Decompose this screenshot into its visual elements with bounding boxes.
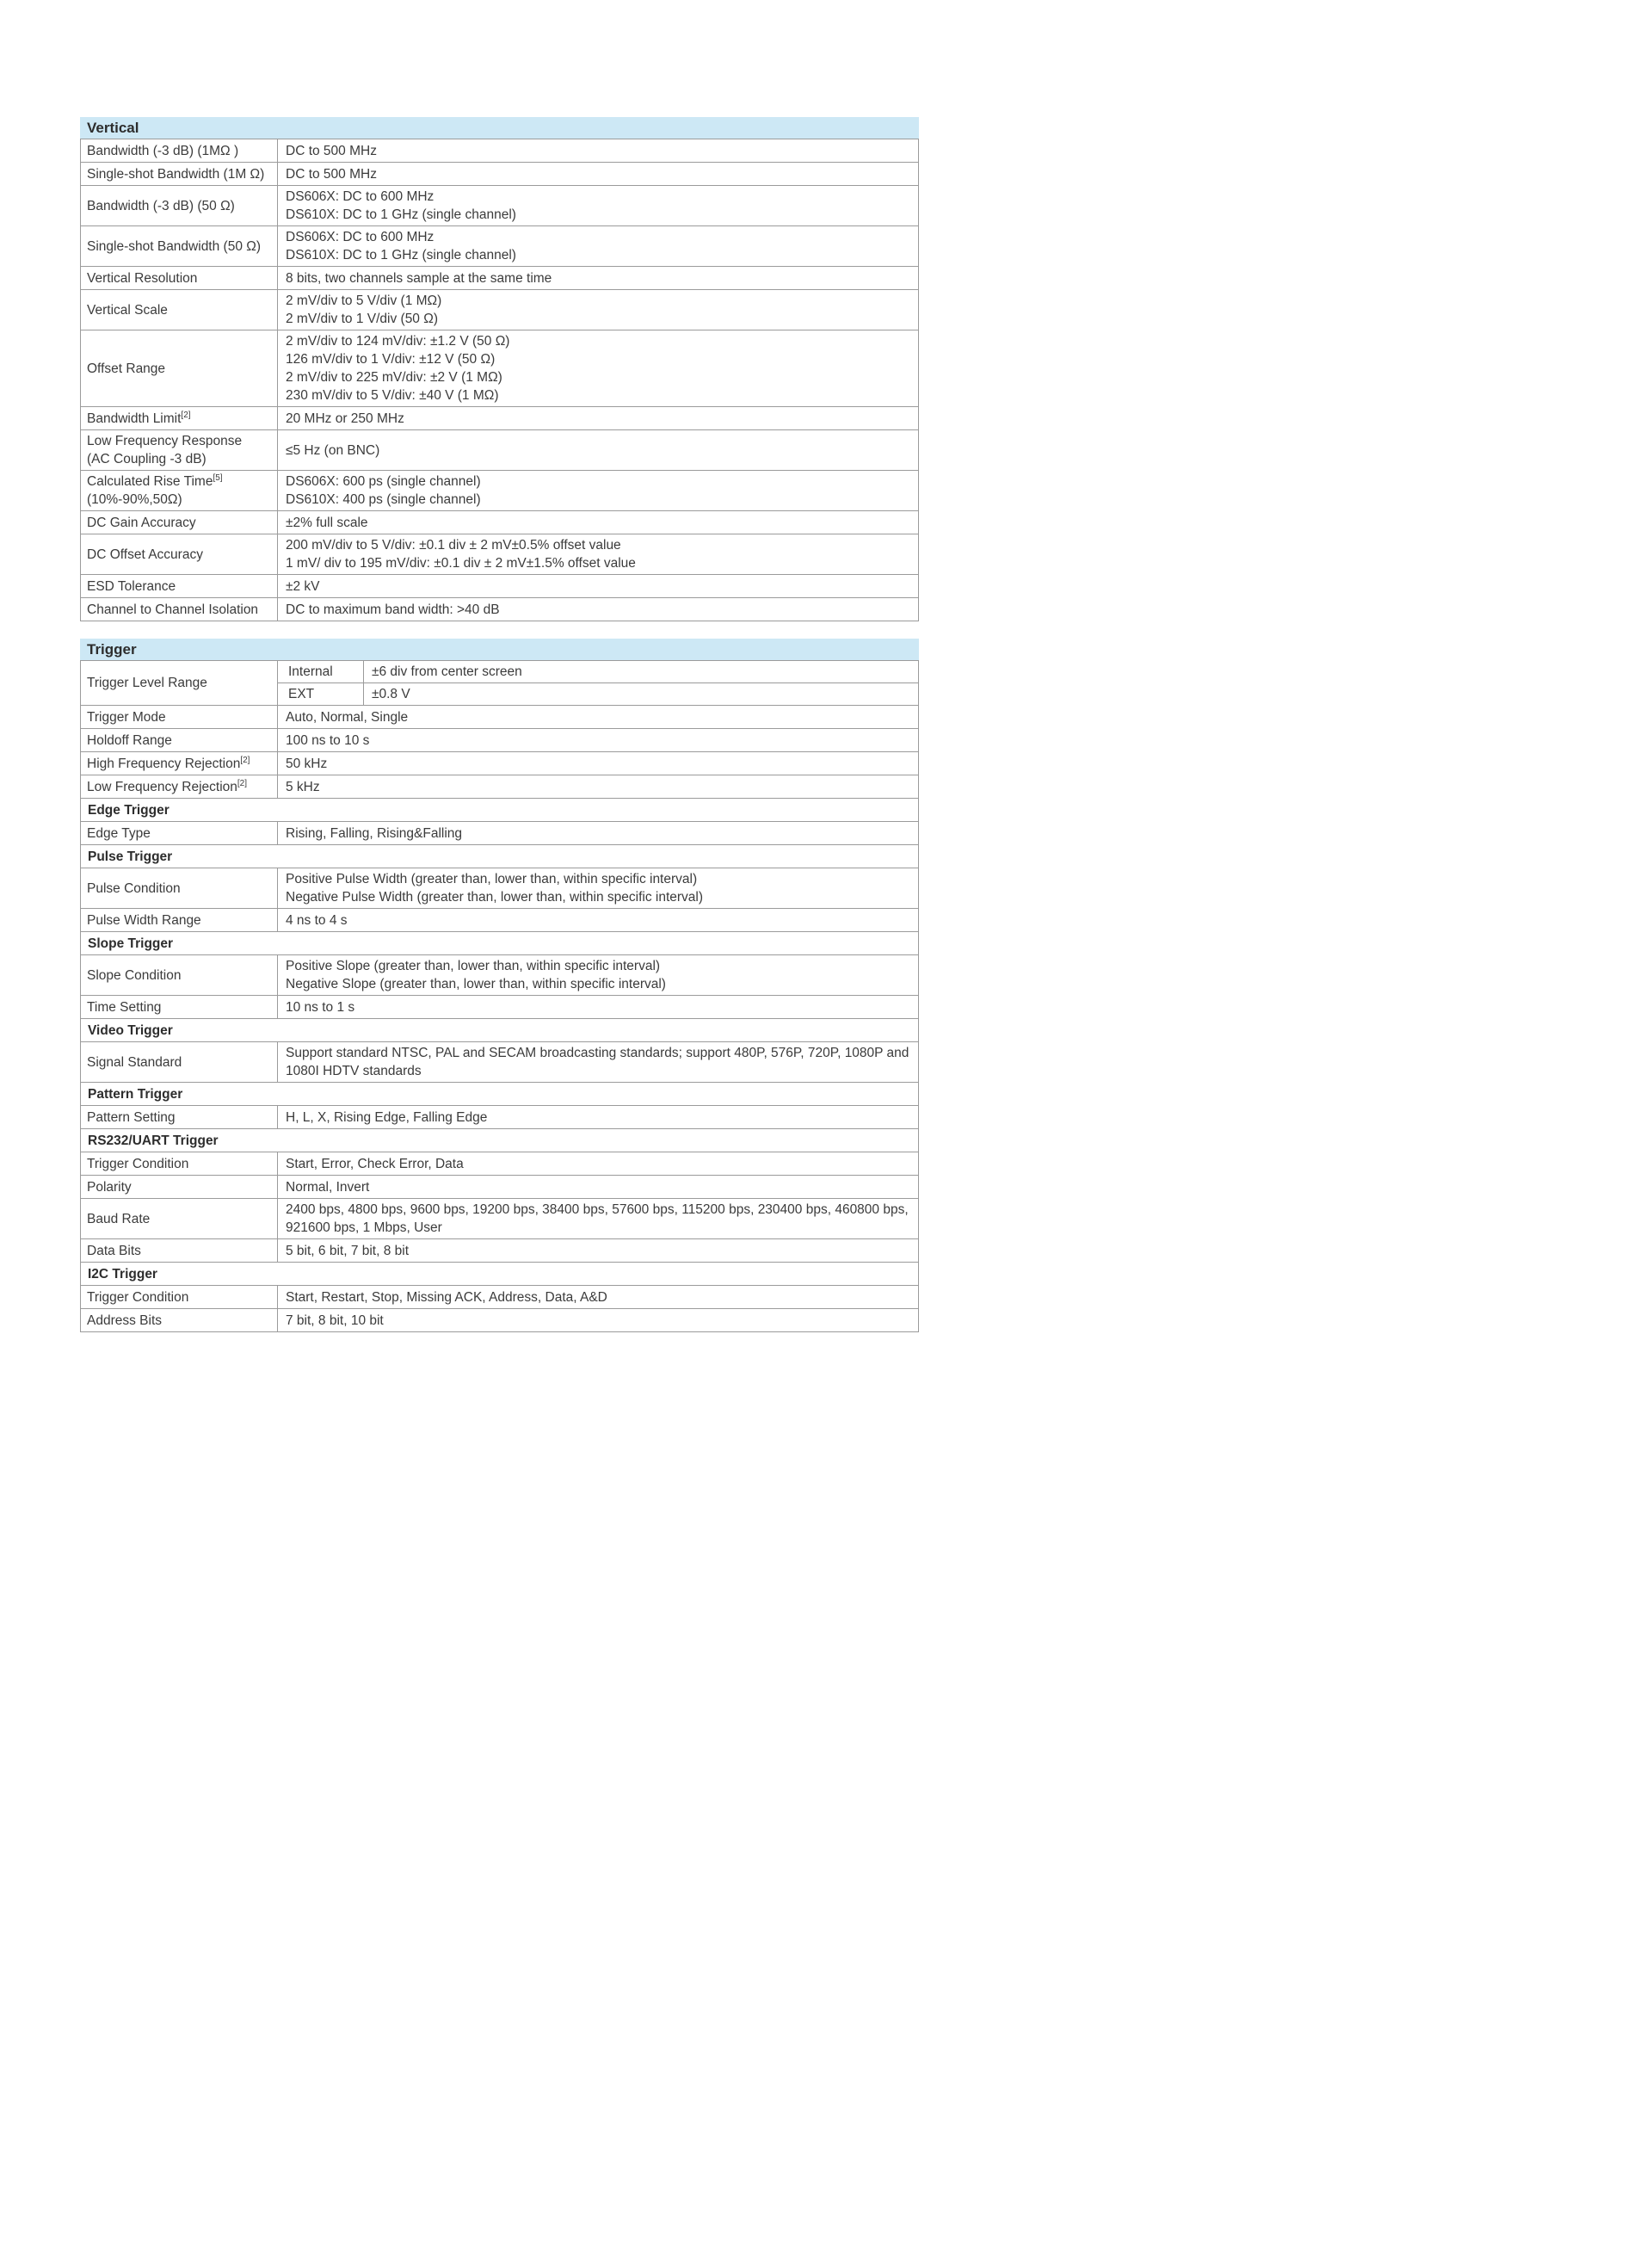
footnote-ref: [2] bbox=[181, 410, 191, 420]
spec-label-line bbox=[87, 491, 272, 509]
subheader-label bbox=[81, 932, 918, 954]
spec-label-line bbox=[87, 1109, 272, 1127]
spec-label-line bbox=[87, 755, 272, 773]
spec-value bbox=[278, 1309, 918, 1331]
spec-label-text: Offset Range bbox=[87, 361, 166, 376]
spec-value-line: DS606X: DC to 600 MHz bbox=[286, 230, 435, 244]
subheader-text: Pulse Trigger bbox=[88, 849, 173, 864]
spec-value-line: Rising, Falling, Rising&Falling bbox=[286, 825, 463, 841]
spec-value bbox=[278, 822, 918, 844]
subheader-row bbox=[81, 799, 918, 822]
spec-label-line bbox=[87, 1242, 272, 1260]
spec-label-line bbox=[87, 577, 272, 596]
spec-label bbox=[81, 330, 278, 406]
spec-label-text: Low Frequency Response bbox=[87, 434, 243, 448]
spec-label bbox=[81, 775, 278, 798]
spec-value-line: DC to 500 MHz bbox=[286, 143, 377, 158]
spec-value-line: Auto, Normal, Single bbox=[286, 709, 409, 725]
spec-value bbox=[278, 407, 918, 429]
section-rows bbox=[80, 139, 919, 621]
spec-label-line bbox=[87, 825, 272, 843]
spec-label-line bbox=[87, 732, 272, 750]
spec-label-text: ESD Tolerance bbox=[87, 578, 176, 594]
spec-label-text: (AC Coupling -3 dB) bbox=[87, 452, 206, 466]
spec-value bbox=[278, 996, 918, 1018]
spec-value bbox=[278, 1199, 918, 1238]
section-title: Trigger bbox=[80, 639, 919, 660]
subrow bbox=[278, 682, 918, 705]
spec-label-text: Trigger Level Range bbox=[87, 676, 207, 690]
spec-label-text: Pulse Width Range bbox=[87, 912, 201, 928]
spec-label-text: (10%-90%,50Ω) bbox=[87, 492, 182, 507]
spec-row bbox=[81, 1042, 918, 1083]
spec-value-line: Start, Restart, Stop, Missing ACK, Address, Data, A&D bbox=[286, 1289, 607, 1305]
spec-label-line bbox=[87, 1053, 272, 1072]
spec-value-line: DS610X: DC to 1 GHz (single channel) bbox=[286, 207, 516, 222]
spec-label bbox=[81, 752, 278, 775]
spec-label-text: Slope Condition bbox=[87, 967, 182, 983]
spec-value bbox=[278, 330, 918, 406]
subheader-row bbox=[81, 1263, 918, 1286]
spec-label-text: Single-shot Bandwidth (1M Ω) bbox=[87, 166, 265, 182]
subheader-row bbox=[81, 1083, 918, 1106]
spec-value bbox=[278, 186, 918, 225]
spec-row bbox=[81, 1152, 918, 1176]
spec-value-line: 5 bit, 6 bit, 7 bit, 8 bit bbox=[286, 1243, 410, 1258]
section-rows bbox=[80, 660, 919, 1332]
spec-value bbox=[278, 226, 918, 266]
spec-label-text: High Frequency Rejection bbox=[87, 756, 241, 771]
spec-label-text: Baud Rate bbox=[87, 1211, 151, 1226]
subheader-label bbox=[81, 1263, 918, 1285]
spec-value bbox=[278, 471, 918, 510]
spec-value-line: 230 mV/div to 5 V/div: ±40 V (1 MΩ) bbox=[286, 388, 499, 403]
spec-value-line: 20 MHz or 250 MHz bbox=[286, 411, 404, 426]
spec-row bbox=[81, 267, 918, 290]
spec-label-text: Holdoff Range bbox=[87, 732, 172, 748]
spec-label-line bbox=[87, 708, 272, 726]
spec-label bbox=[81, 729, 278, 751]
spec-row bbox=[81, 955, 918, 996]
spec-label-text: Trigger Condition bbox=[87, 1289, 189, 1305]
spec-label-text: Time Setting bbox=[87, 999, 162, 1015]
spec-label-line bbox=[87, 778, 272, 796]
spec-label bbox=[81, 575, 278, 597]
spec-label bbox=[81, 430, 278, 470]
spec-value-line: DC to 500 MHz bbox=[286, 166, 377, 182]
spec-value-line: 7 bit, 8 bit, 10 bit bbox=[286, 1312, 384, 1328]
spec-label-text: Single-shot Bandwidth (50 Ω) bbox=[87, 238, 261, 254]
spec-label bbox=[81, 996, 278, 1018]
spec-label bbox=[81, 511, 278, 534]
spec-label-text: Trigger Mode bbox=[87, 709, 166, 725]
spec-value-line: 126 mV/div to 1 V/div: ±12 V (50 Ω) bbox=[286, 352, 496, 367]
footnote-ref: [5] bbox=[213, 472, 223, 483]
spec-row bbox=[81, 407, 918, 430]
spec-value bbox=[278, 752, 918, 775]
spec-value bbox=[278, 1239, 918, 1262]
spec-value bbox=[278, 575, 918, 597]
spec-value-line: ±2% full scale bbox=[286, 515, 368, 530]
spec-row bbox=[81, 534, 918, 575]
spec-label bbox=[81, 661, 278, 705]
section-title: Vertical bbox=[80, 117, 919, 139]
spec-value bbox=[278, 267, 918, 289]
spec-value-line: 2 mV/div to 5 V/div (1 MΩ) bbox=[286, 293, 442, 308]
spec-row bbox=[81, 290, 918, 330]
spec-row bbox=[81, 775, 918, 799]
spec-value-line: 2400 bps, 4800 bps, 9600 bps, 19200 bps, 38400 bps, 57600 bps, 115200 bps, 230400 bps, 460800 bps, 921600 bps, 1 Mbps, User bbox=[286, 1202, 909, 1235]
spec-value bbox=[278, 511, 918, 534]
spec-label-text: Vertical Scale bbox=[87, 302, 168, 318]
subheader-text: I2C Trigger bbox=[88, 1266, 157, 1282]
spec-label-line bbox=[87, 450, 272, 468]
spec-value bbox=[278, 1042, 918, 1082]
spec-label-text: Bandwidth (-3 dB) (1MΩ ) bbox=[87, 143, 239, 158]
spec-row bbox=[81, 139, 918, 163]
subrow-key-text: EXT bbox=[288, 687, 315, 701]
spec-label bbox=[81, 1176, 278, 1198]
spec-label bbox=[81, 1309, 278, 1331]
spec-label bbox=[81, 1239, 278, 1262]
spec-label-text: Address Bits bbox=[87, 1312, 163, 1328]
subrow-value bbox=[364, 661, 918, 682]
spec-row bbox=[81, 226, 918, 267]
spec-label-line bbox=[87, 472, 272, 491]
spec-label bbox=[81, 290, 278, 330]
spec-row bbox=[81, 1176, 918, 1199]
spec-label bbox=[81, 1199, 278, 1238]
spec-label bbox=[81, 955, 278, 995]
subheader-label bbox=[81, 845, 918, 868]
spec-row bbox=[81, 752, 918, 775]
spec-row bbox=[81, 996, 918, 1019]
spec-label bbox=[81, 139, 278, 162]
spec-label-text: Vertical Resolution bbox=[87, 270, 198, 286]
spec-label bbox=[81, 226, 278, 266]
spec-label-line bbox=[87, 269, 272, 287]
spec-value bbox=[278, 1286, 918, 1308]
spec-value bbox=[278, 955, 918, 995]
spec-label-text: Trigger Condition bbox=[87, 1156, 189, 1171]
spec-label-line bbox=[87, 360, 272, 378]
spec-label-line bbox=[87, 1155, 272, 1173]
spec-label bbox=[81, 1106, 278, 1128]
spec-row bbox=[81, 511, 918, 534]
subheader-text: Pattern Trigger bbox=[88, 1086, 183, 1102]
spec-row bbox=[81, 1199, 918, 1239]
spec-value-line: 4 ns to 4 s bbox=[286, 912, 348, 928]
subheader-label bbox=[81, 1083, 918, 1105]
subheader-text: Slope Trigger bbox=[88, 936, 174, 951]
spec-label-text: Polarity bbox=[87, 1179, 132, 1195]
spec-label bbox=[81, 909, 278, 931]
spec-label-text: Data Bits bbox=[87, 1243, 141, 1258]
spec-label bbox=[81, 1286, 278, 1308]
spec-label-text: Low Frequency Rejection bbox=[87, 779, 237, 794]
spec-value bbox=[278, 1176, 918, 1198]
spec-label-text: Edge Type bbox=[87, 825, 151, 841]
spec-label bbox=[81, 822, 278, 844]
spec-value-line: DS610X: DC to 1 GHz (single channel) bbox=[286, 248, 516, 262]
spec-label-line bbox=[87, 197, 272, 215]
spec-value bbox=[278, 909, 918, 931]
spec-value-line: 8 bits, two channels sample at the same time bbox=[286, 270, 552, 286]
spec-value bbox=[278, 775, 918, 798]
spec-row bbox=[81, 729, 918, 752]
spec-value-line: 1 mV/ div to 195 mV/div: ±0.1 div ± 2 mV±1.5% offset value bbox=[286, 556, 636, 571]
spec-label-text: Bandwidth (-3 dB) (50 Ω) bbox=[87, 198, 235, 213]
spec-label bbox=[81, 267, 278, 289]
spec-value-line: ≤5 Hz (on BNC) bbox=[286, 442, 380, 458]
spec-value bbox=[278, 430, 918, 470]
spec-row bbox=[81, 706, 918, 729]
spec-row bbox=[81, 430, 918, 471]
footnote-ref: [2] bbox=[237, 778, 248, 788]
spec-value-line: 2 mV/div to 1 V/div (50 Ω) bbox=[286, 312, 438, 326]
spec-label-line bbox=[87, 1178, 272, 1196]
spec-label-line bbox=[87, 1288, 272, 1306]
spec-label-line bbox=[87, 514, 272, 532]
spec-value bbox=[278, 868, 918, 908]
spec-label-line bbox=[87, 911, 272, 930]
spec-label-text: Calculated Rise Time bbox=[87, 474, 213, 489]
spec-value-line: Normal, Invert bbox=[286, 1179, 370, 1195]
subrow-key bbox=[278, 661, 364, 682]
spec-row bbox=[81, 186, 918, 226]
spec-label-text: DC Gain Accuracy bbox=[87, 515, 196, 530]
spec-value bbox=[278, 139, 918, 162]
spec-value-line: 10 ns to 1 s bbox=[286, 999, 355, 1015]
subheader-text: Edge Trigger bbox=[88, 802, 170, 818]
spec-value-line: DS606X: 600 ps (single channel) bbox=[286, 474, 481, 489]
spec-label bbox=[81, 706, 278, 728]
spec-value-line: H, L, X, Rising Edge, Falling Edge bbox=[286, 1109, 488, 1125]
spec-label-line bbox=[87, 432, 272, 450]
subheader-label bbox=[81, 1129, 918, 1152]
subheader-label bbox=[81, 1019, 918, 1041]
spec-value bbox=[278, 290, 918, 330]
spec-value-line: 200 mV/div to 5 V/div: ±0.1 div ± 2 mV±0.5% offset value bbox=[286, 538, 621, 553]
subrow-key-text: Internal bbox=[288, 664, 333, 679]
subrow-value-text: ±0.8 V bbox=[372, 687, 410, 701]
spec-row bbox=[81, 163, 918, 186]
spec-label-line bbox=[87, 165, 272, 183]
spec-label-line bbox=[87, 410, 272, 428]
subheader-row bbox=[81, 1129, 918, 1152]
spec-value-line: 2 mV/div to 124 mV/div: ±1.2 V (50 Ω) bbox=[286, 334, 510, 349]
spec-value-line: Support standard NTSC, PAL and SECAM broadcasting standards; support 480P, 576P, 720P, 1080P and 1080I HDTV standards bbox=[286, 1046, 909, 1078]
spec-value-line: 2 mV/div to 225 mV/div: ±2 V (1 MΩ) bbox=[286, 370, 502, 385]
spec-value-line: Positive Slope (greater than, lower than, within specific interval) bbox=[286, 959, 661, 973]
spec-row bbox=[81, 868, 918, 909]
subrow bbox=[278, 661, 918, 682]
spec-label bbox=[81, 598, 278, 621]
spec-label-line bbox=[87, 998, 272, 1016]
spec-row bbox=[81, 330, 918, 407]
spec-value-line: DS610X: 400 ps (single channel) bbox=[286, 492, 481, 507]
spec-row bbox=[81, 1286, 918, 1309]
spec-label bbox=[81, 868, 278, 908]
spec-value bbox=[278, 534, 918, 574]
spec-value-line: Start, Error, Check Error, Data bbox=[286, 1156, 464, 1171]
spec-value-line: 100 ns to 10 s bbox=[286, 732, 370, 748]
spec-value-line: Positive Pulse Width (greater than, lower than, within specific interval) bbox=[286, 872, 698, 886]
spec-label bbox=[81, 534, 278, 574]
spec-row bbox=[81, 471, 918, 511]
spec-value-line: ±2 kV bbox=[286, 578, 320, 594]
spec-label-text: Pattern Setting bbox=[87, 1109, 176, 1125]
spec-value bbox=[278, 163, 918, 185]
spec-row bbox=[81, 1106, 918, 1129]
spec-section bbox=[80, 639, 919, 1332]
spec-value-line: DS606X: DC to 600 MHz bbox=[286, 189, 435, 204]
trigger-level-subtable bbox=[278, 661, 918, 705]
spec-label-line bbox=[87, 1312, 272, 1330]
subheader-row bbox=[81, 932, 918, 955]
spec-row bbox=[81, 822, 918, 845]
spec-row bbox=[81, 1309, 918, 1332]
spec-row bbox=[81, 575, 918, 598]
spec-row bbox=[81, 1239, 918, 1263]
spec-value-line: Negative Slope (greater than, lower than, within specific interval) bbox=[286, 977, 666, 991]
spec-label bbox=[81, 1042, 278, 1082]
spec-label bbox=[81, 163, 278, 185]
spec-row bbox=[81, 598, 918, 621]
spec-value bbox=[278, 1152, 918, 1175]
spec-label-line bbox=[87, 301, 272, 319]
spec-value bbox=[278, 706, 918, 728]
spec-value-line: Negative Pulse Width (greater than, lower than, within specific interval) bbox=[286, 890, 704, 905]
spec-value bbox=[278, 598, 918, 621]
spec-section bbox=[80, 117, 919, 621]
spec-label bbox=[81, 471, 278, 510]
subrow-key bbox=[278, 683, 364, 705]
spec-label-line bbox=[87, 546, 272, 564]
spec-row bbox=[81, 909, 918, 932]
footnote-ref: [2] bbox=[240, 755, 250, 765]
subrow-value bbox=[364, 683, 918, 705]
spec-label-text: Channel to Channel Isolation bbox=[87, 602, 259, 617]
spec-label bbox=[81, 1152, 278, 1175]
spec-label-text: DC Offset Accuracy bbox=[87, 547, 203, 562]
subheader-text: RS232/UART Trigger bbox=[88, 1133, 219, 1148]
spec-label-line bbox=[87, 880, 272, 898]
spec-value bbox=[278, 729, 918, 751]
spec-value-line: 5 kHz bbox=[286, 779, 320, 794]
spec-label-text: Bandwidth Limit bbox=[87, 411, 182, 426]
spec-label-line bbox=[87, 1210, 272, 1228]
subheader-row bbox=[81, 845, 918, 868]
spec-label bbox=[81, 186, 278, 225]
spec-label-text: Signal Standard bbox=[87, 1054, 182, 1070]
spec-row bbox=[81, 661, 918, 706]
spec-label bbox=[81, 407, 278, 429]
subheader-label bbox=[81, 799, 918, 821]
spec-label-text: Pulse Condition bbox=[87, 880, 181, 896]
subheader-row bbox=[81, 1019, 918, 1042]
spec-value-line: DC to maximum band width: >40 dB bbox=[286, 602, 500, 617]
spec-label-line bbox=[87, 142, 272, 160]
spec-value bbox=[278, 1106, 918, 1128]
subheader-text: Video Trigger bbox=[88, 1022, 173, 1038]
spec-value-line: 50 kHz bbox=[286, 756, 328, 771]
spec-document bbox=[80, 117, 919, 1350]
spec-label-line bbox=[87, 238, 272, 256]
spec-label-line bbox=[87, 601, 272, 619]
spec-label-line bbox=[87, 967, 272, 985]
spec-label-line bbox=[87, 674, 272, 692]
subrow-value-text: ±6 div from center screen bbox=[372, 664, 522, 679]
